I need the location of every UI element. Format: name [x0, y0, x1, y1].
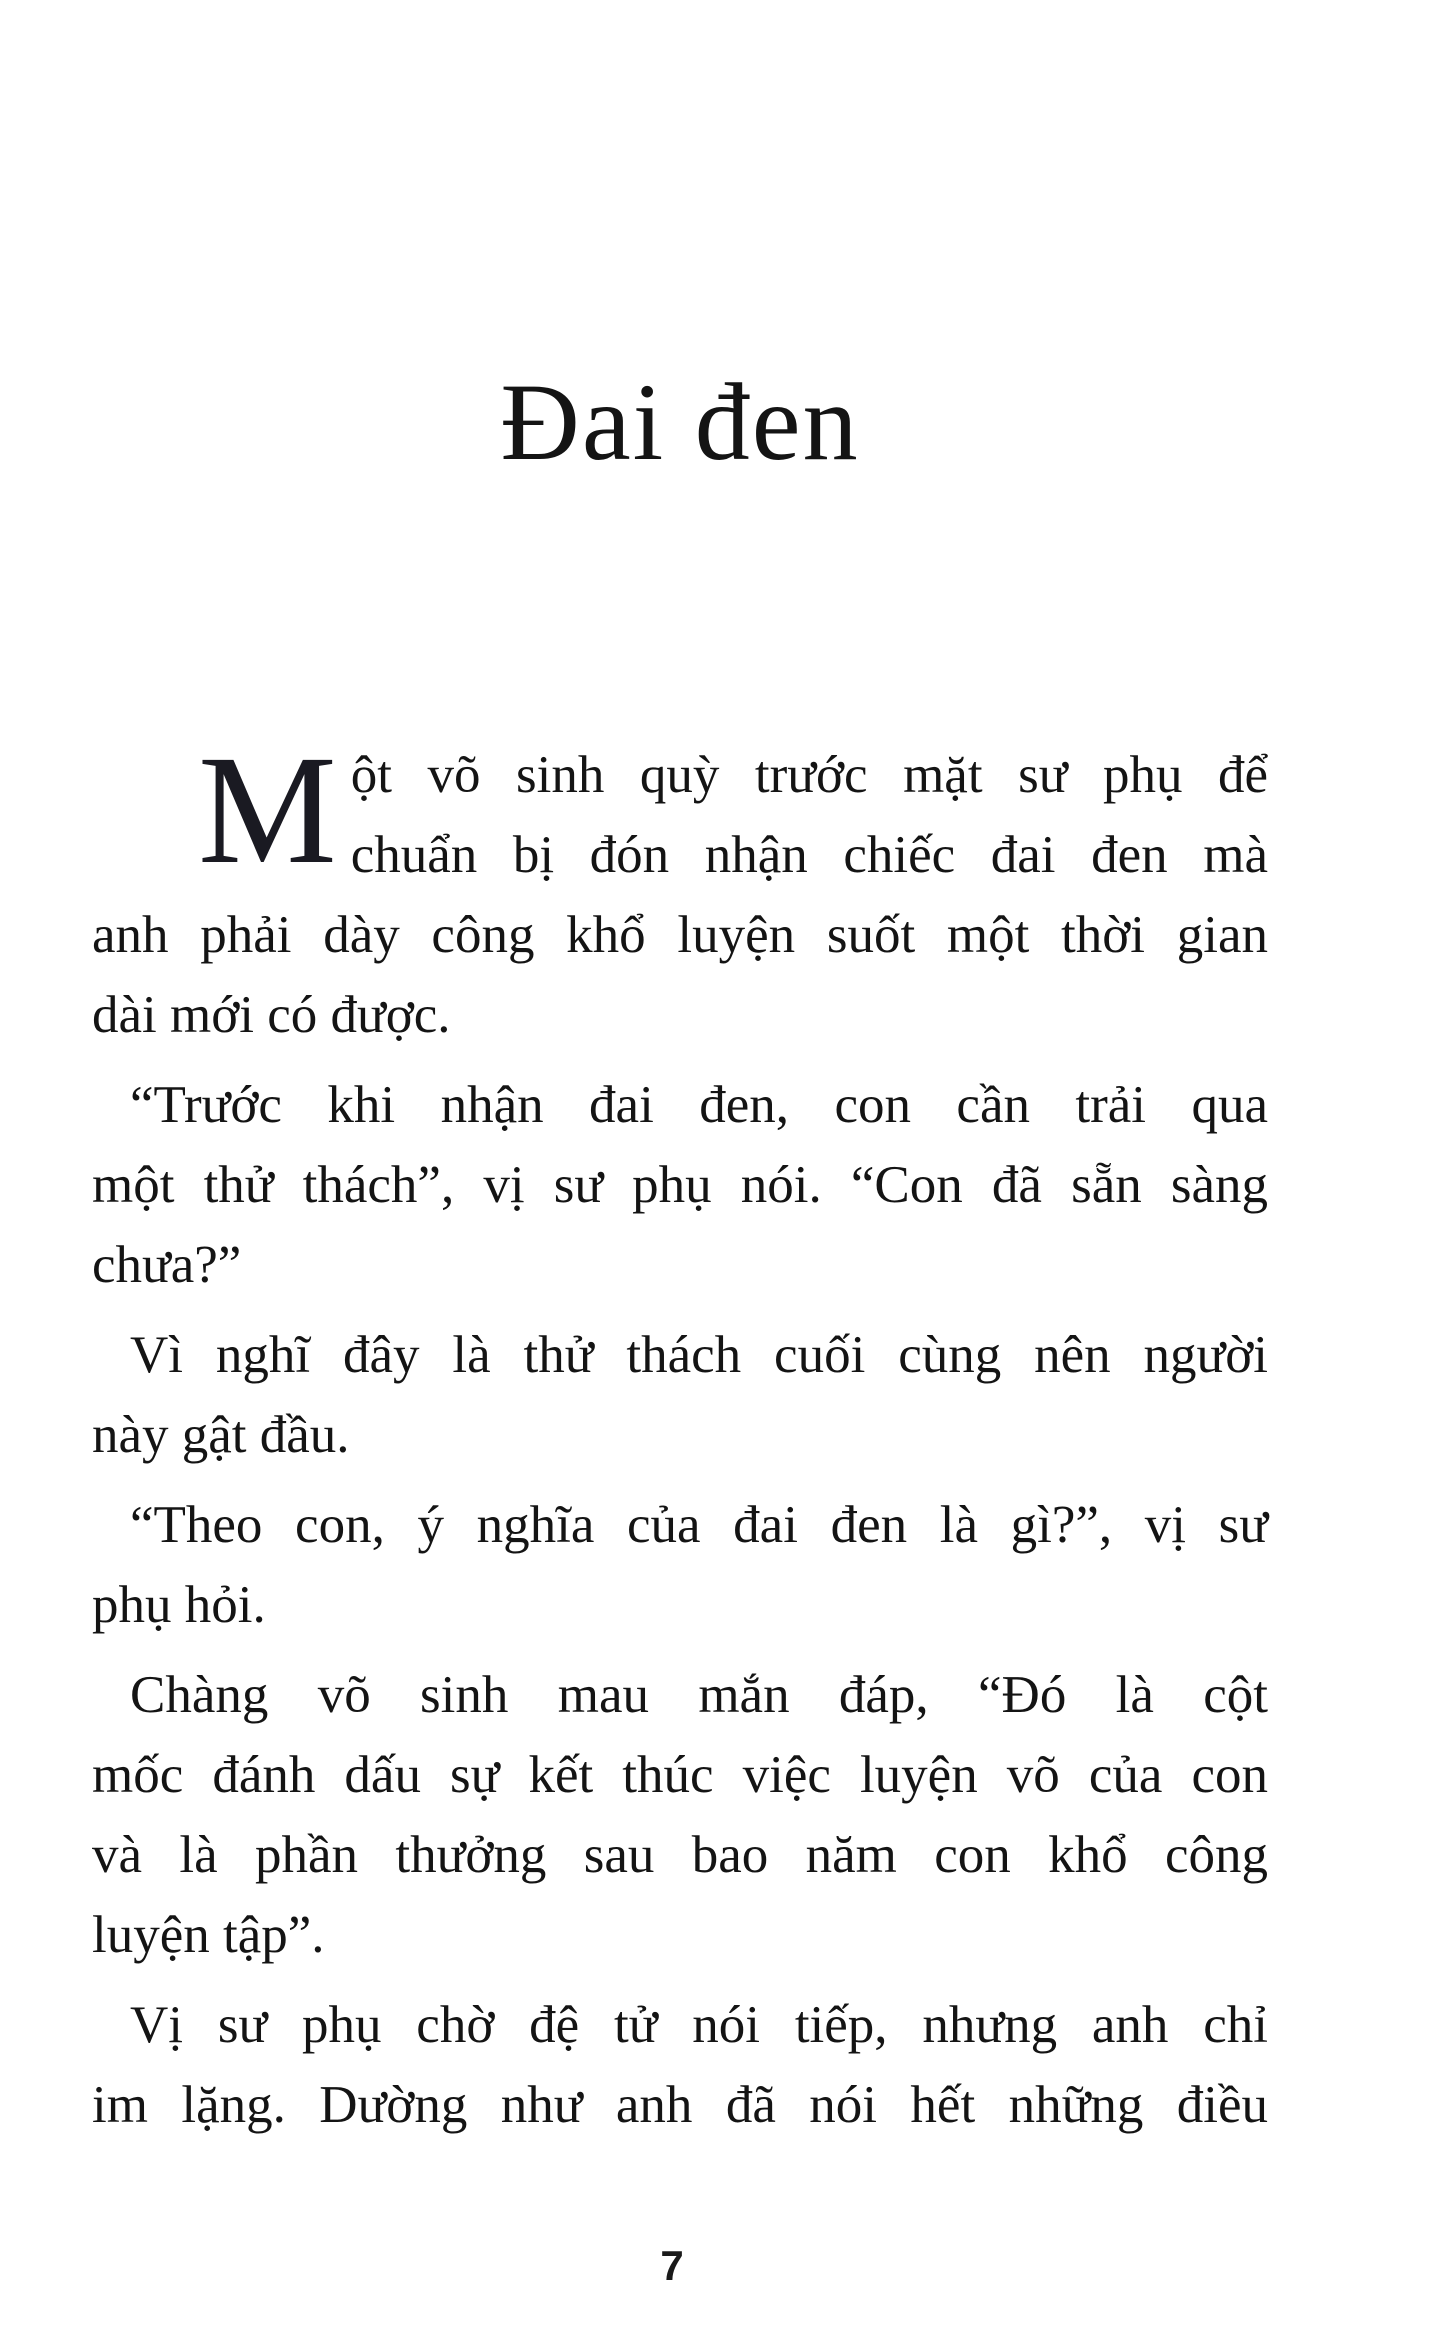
text-line: Vì nghĩ đây là thử thách cuối cùng nên người — [130, 1326, 1268, 1384]
text-line: chưa?” — [92, 1236, 242, 1294]
text-line: Vị sư phụ chờ đệ tử nói tiếp, nhưng anh chỉ — [130, 1996, 1268, 2054]
page-number: 7 — [660, 2242, 684, 2289]
text-line: dài mới có được. — [92, 986, 451, 1044]
text-line: phụ hỏi. — [92, 1576, 266, 1634]
text-line: một thử thách”, vị sư phụ nói. “Con đã sẵn sàng — [92, 1156, 1268, 1214]
paragraph — [92, 1315, 1268, 1475]
paragraph — [92, 1065, 1268, 1305]
text-line: và là phần thưởng sau bao năm con khổ công — [92, 1826, 1268, 1884]
text-line: chuẩn bị đón nhận chiếc đai đen mà — [350, 826, 1268, 884]
paragraph — [92, 1985, 1268, 2145]
body-text — [92, 723, 1268, 2145]
text-line: mốc đánh dấu sự kết thúc việc luyện võ của con — [92, 1746, 1268, 1804]
text-line: ột võ sinh quỳ trước mặt sư phụ để — [350, 746, 1268, 804]
text-line: anh phải dày công khổ luyện suốt một thời gian — [92, 906, 1268, 964]
text-line: này gật đầu. — [92, 1406, 350, 1464]
drop-cap: M — [198, 723, 337, 896]
text-line: “Trước khi nhận đai đen, con cần trải qua — [130, 1076, 1268, 1134]
text-line: im lặng. Dường như anh đã nói hết những điều — [92, 2076, 1268, 2134]
paragraph — [92, 1485, 1268, 1645]
text-line: luyện tập”. — [92, 1906, 325, 1964]
paragraph — [92, 1655, 1268, 1975]
paragraph — [92, 723, 1268, 1055]
chapter-title: Đai đen — [500, 361, 860, 483]
text-line: “Theo con, ý nghĩa của đai đen là gì?”, vị sư — [130, 1496, 1268, 1554]
text-line: Chàng võ sinh mau mắn đáp, “Đó là cột — [130, 1666, 1268, 1724]
